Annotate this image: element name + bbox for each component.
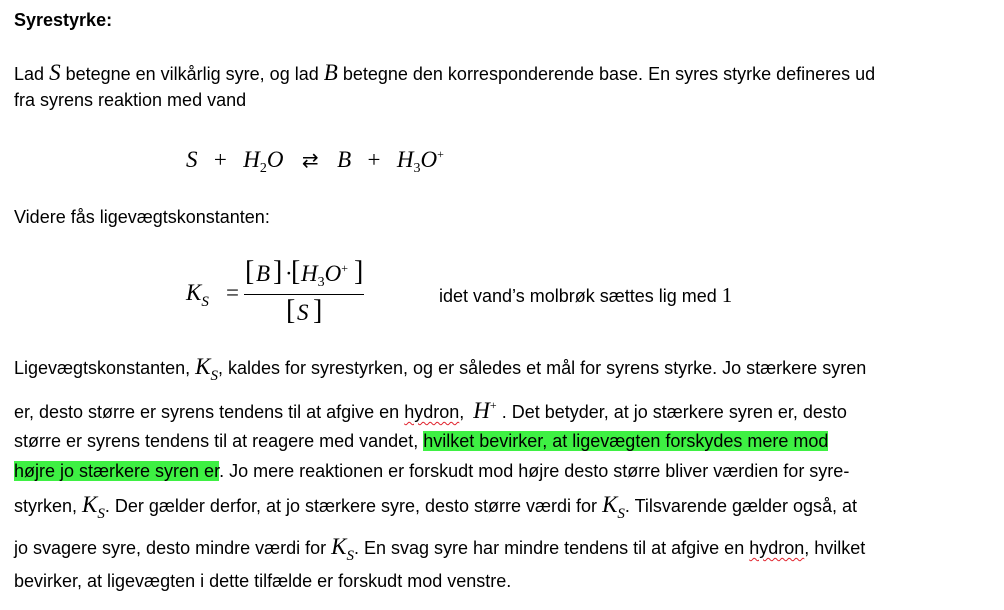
para-k-3: $K_S$: [602, 492, 625, 522]
para-k-4: $K_S$: [331, 534, 354, 564]
num-h-sub: 3: [317, 275, 325, 290]
reaction-h3: H: [396, 147, 414, 172]
para-line-2: er, desto større er syrens tendens til at afgive en hydron, H+ . Det betyder, at jo stærkere syren er, desto: [14, 398, 847, 423]
formula-eq: =: [226, 280, 239, 305]
reaction-plus-2: +: [367, 147, 381, 172]
para-k-2: $K_S$: [82, 492, 105, 522]
reaction-o: O: [266, 147, 284, 172]
fraction-bar: [244, 294, 364, 295]
num-bracket-open-1: [: [245, 256, 255, 287]
num-o-sup: +: [341, 261, 349, 275]
reaction-h: H: [243, 147, 260, 172]
para-line-6: jo svagere syre, desto mindre værdi for $K_S$. En svag syre har mindre tendens til at afgive en hydron, hvilket: [14, 534, 866, 564]
reaction-h-sub: 2: [259, 161, 267, 176]
constant-intro: Videre fås ligevægtskonstanten:: [14, 207, 270, 227]
reaction-s: S: [186, 147, 198, 172]
heading: Syrestyrke:: [14, 10, 113, 30]
formula-k: $K_S$: [186, 280, 209, 310]
num-b: B: [256, 261, 271, 286]
num-bracket-close-2: ]: [354, 256, 364, 287]
reaction-o3-sup: +: [437, 147, 444, 161]
var-b: B: [323, 60, 338, 85]
den-bracket-open: [: [286, 295, 296, 326]
para-k-1: $K_S$: [195, 354, 218, 384]
para-h-plus: H+: [473, 398, 497, 423]
intro-line-1: [14, 60, 875, 86]
formula-k-sub: S: [201, 294, 209, 310]
den-bracket-close: ]: [313, 295, 323, 326]
equilibrium-arrow-icon: ⇄: [301, 150, 319, 172]
reaction-plus-1: +: [213, 147, 227, 172]
var-s: S: [49, 60, 61, 85]
den-s: S: [297, 300, 309, 325]
spellcheck-hydron-2: hydron: [749, 538, 805, 558]
reaction-equation: [186, 146, 444, 176]
highlight-2: højre jo stærkere syren er: [14, 461, 220, 481]
intro-text-3: betegne den korresponderende base. En syres styrke defineres ud: [342, 64, 876, 84]
spellcheck-hydron-1: hydron: [404, 402, 460, 422]
intro-text-2: betegne en vilkårlig syre, og lad: [65, 64, 319, 84]
num-h3o: $H_3O^+$: [301, 261, 349, 290]
num-bracket-close-1: ]: [273, 256, 283, 287]
reaction-b: B: [337, 147, 352, 172]
formula-note: idet vand’s molbrøk sættes lig med 1: [439, 283, 733, 307]
para-line-4: højre jo stærkere syren er. Jo mere reaktionen er forskudt mod højre desto større bliver værdien for syre-: [14, 461, 850, 481]
intro-line-2: fra syrens reaktion med vand: [14, 90, 247, 110]
para-line-7: bevirker, at ligevægten i dette tilfælde er forskudt mod venstre.: [14, 571, 512, 591]
formula-note-num: 1: [721, 283, 733, 307]
para-line-1: Ligevægtskonstanten, $K_S$, kaldes for syrestyrken, og er således et mål for syrens styrke. Jo stærkere syren: [14, 354, 867, 384]
num-dot: ·: [285, 261, 293, 286]
num-bracket-open-2: [: [291, 256, 301, 287]
intro-text-1: Lad: [14, 64, 45, 84]
reaction-h3-sub: 3: [413, 161, 421, 176]
highlight-1: hvilket bevirker, at ligevægten forskydes mere mod: [423, 431, 829, 451]
reaction-o3: O: [420, 147, 438, 172]
para-line-3: større er syrens tendens til at reagere med vandet, hvilket bevirker, at ligevægten forskydes mere mod: [14, 431, 829, 451]
para-line-5: styrken, $K_S$. Der gælder derfor, at jo stærkere syre, desto større værdi for $K_S$. Tilsvarende gælder også, at: [14, 492, 858, 522]
